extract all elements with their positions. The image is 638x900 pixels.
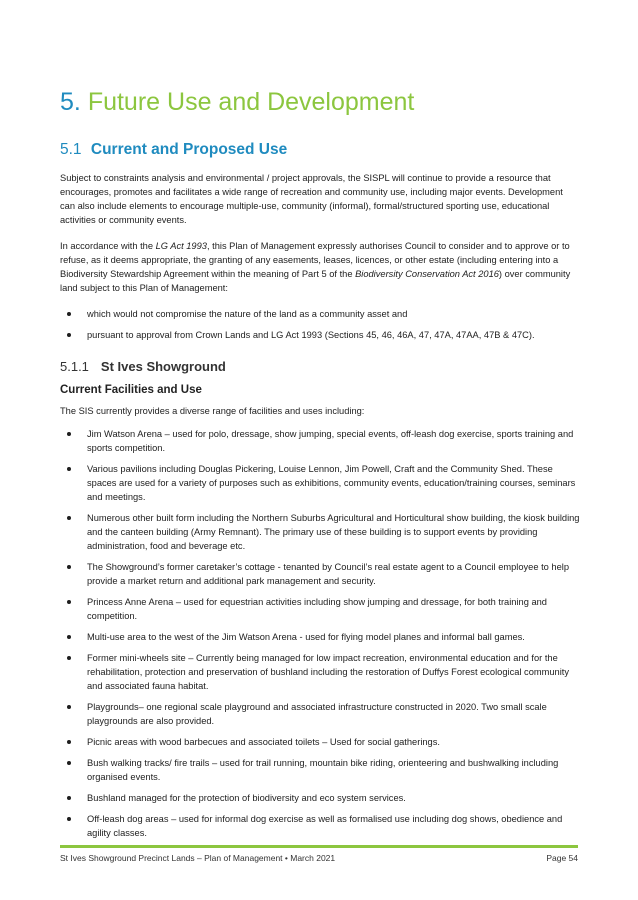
- list-item: which would not compromise the nature of the land as a community asset and: [60, 307, 580, 321]
- section-title-text: Current and Proposed Use: [90, 141, 288, 158]
- chapter-title-text: Future Use and Development: [87, 88, 415, 116]
- lg-act-reference: LG Act 1993: [155, 241, 207, 251]
- biodiversity-act-reference: Biodiversity Conservation Act 2016: [355, 269, 499, 279]
- subsection-title-text: St Ives Showground: [100, 359, 226, 374]
- list-item: Bushland managed for the protection of biodiversity and eco system services.: [60, 791, 580, 805]
- list-item: The Showground’s former caretaker’s cottage - tenanted by Council’s real estate agent to a Council employee to help provide a market return and additional park management and security.: [60, 560, 580, 588]
- list-item: Multi-use area to the west of the Jim Watson Arena - used for flying model planes and informal ball games.: [60, 630, 580, 644]
- list-item: Numerous other built form including the Northern Suburbs Agricultural and Horticultural show building, the kiosk building and the canteen building (Army Remnant). The primary use of these building is to support events by providing administration, food and beverage etc.: [60, 511, 580, 553]
- subsection-title: [60, 360, 580, 374]
- intro-paragraph: Subject to constraints analysis and environmental / project approvals, the SISPL will continue to provide a resource that encourages, promotes and facilitates a wide range of recreation and community use, including major events. Development can also include elements to encourage multiple-use, community (informal), formal/structured sporting use, educational activities or community events.: [60, 173, 563, 225]
- authorisation-text-end: ) over community land subject to this Plan of Management:: [60, 269, 571, 293]
- facilities-heading: Current Facilities and Use: [60, 384, 202, 396]
- section-number: 5.1: [60, 141, 82, 158]
- facilities-intro: The SIS currently provides a diverse range of facilities and uses including:: [60, 406, 365, 416]
- subsection-number: 5.1.1: [60, 359, 89, 374]
- authorisation-text-middle: , this Plan of Management expressly authorises Council to consider and to approve or to refuse, as it deems appropriate, the granting of any easements, leases, licences, or other estate (including entering into a Biodiversity Stewardship Agreement within the meaning of Part 5 of the: [60, 241, 570, 279]
- facilities-list: [60, 427, 580, 840]
- list-item: Off-leash dog areas – used for informal dog exercise as well as formalised use including dog shows, obedience and agility classes.: [60, 812, 580, 840]
- list-item: Playgrounds– one regional scale playground and associated infrastructure constructed in 2020. Two small scale playgrounds are also provided.: [60, 700, 580, 728]
- list-item: Various pavilions including Douglas Pickering, Louise Lennon, Jim Powell, Craft and the Community Shed. These spaces are used for a variety of purposes such as exhibitions, community events, education/training courses, seminars and meetings.: [60, 462, 580, 504]
- list-item: Bush walking tracks/ fire trails – used for trail running, mountain bike riding, orienteering and bushwalking including organised events.: [60, 756, 580, 784]
- footer-divider: [60, 845, 578, 848]
- conditions-list: [60, 307, 580, 342]
- chapter-number: 5.: [60, 88, 81, 116]
- authorisation-text-start: In accordance with the: [60, 241, 156, 251]
- list-item: Jim Watson Arena – used for polo, dressage, show jumping, special events, off-leash dog exercise, sports training and sports competition.: [60, 427, 580, 455]
- list-item: pursuant to approval from Crown Lands and LG Act 1993 (Sections 45, 46, 46A, 47, 47A, 47AA, 47B & 47C).: [60, 328, 580, 342]
- list-item: Princess Anne Arena – used for equestrian activities including show jumping and dressage, for both training and competition.: [60, 595, 580, 623]
- footer-document-title: St Ives Showground Precinct Lands – Plan of Management • March 2021: [60, 853, 336, 863]
- body-text: [60, 171, 580, 847]
- authorisation-paragraph: [60, 239, 580, 295]
- chapter-title: [60, 88, 414, 117]
- section-title: [60, 141, 287, 159]
- footer-page-number: Page 54: [546, 853, 578, 863]
- list-item: Former mini-wheels site – Currently being managed for low impact recreation, environmental education and for the rehabilitation, protection and preservation of bushland including the restoration of Duffys Forest ecological community and associated fauna habitat.: [60, 651, 580, 693]
- list-item: Picnic areas with wood barbecues and associated toilets – Used for social gatherings.: [60, 735, 580, 749]
